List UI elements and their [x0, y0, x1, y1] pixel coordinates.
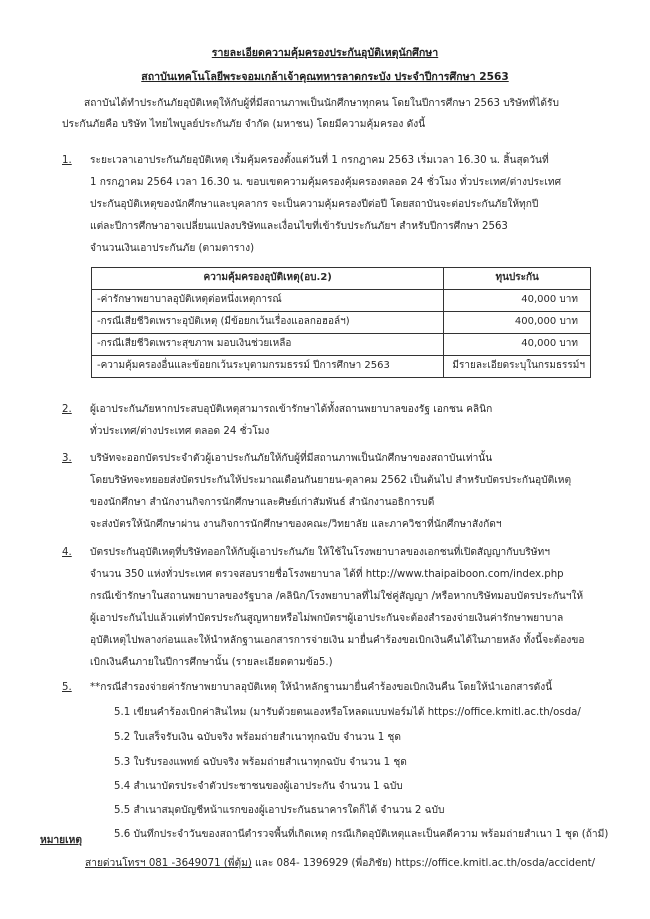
clause-number: 4.	[62, 547, 72, 558]
clause-text	[90, 403, 630, 447]
intro-line: ประกันภัยคือ บริษัท ไทยไพบูลย์ประกันภัย จำกัด (มหาชน) โดยมีความคุ้มครอง ดังนี้	[62, 118, 426, 130]
amount-cell: 40,000 บาท	[444, 290, 591, 312]
table-header-row	[92, 268, 591, 290]
clause-line: โดยบริษัทจะทยอยส่งบัตรประกันให้ประมาณเดือนกันยายน-ตุลาคม 2562 เป็นต้นไป สำหรับบัตรประกันอุบัติเหตุ	[90, 475, 572, 486]
table-row	[92, 312, 591, 334]
clause-line: ผู้เอาประกันไปแล้วแต่ทำบัตรประกันสูญหายหรือไม่พกบัตรฯผู้เอาประกันจะต้องสำรองจ่ายเงินค่ารักษาพยาบาล	[90, 613, 564, 624]
requirement-item: 5.2 ใบเสร็จรับเงิน ฉบับจริง พร้อมถ่ายสำเนาทุกฉบับ จำนวน 1 ชุด	[114, 732, 401, 743]
intro-line: สถาบันได้ทำประกันภัยอุบัติเหตุให้กับผู้ที่มีสถานภาพเป็นนักศึกษาทุกคน โดยในปีการศึกษา 2563 บริษัทที่ได้รับ	[84, 98, 559, 109]
requirement-item: 5.1 เขียนคำร้องเบิกค่าสินไหม (มารับด้วยตนเองหรือโหลดแบบฟอร์มได้ https://office.kmitl.ac.th/osda/	[114, 707, 581, 718]
clause-line: บริษัทจะออกบัตรประจำตัวผู้เอาประกันภัยให้กับผู้ที่มีสถานภาพเป็นนักศึกษาของสถาบันเท่านั้น	[90, 453, 493, 464]
clause-line: จะส่งบัตรให้นักศึกษาผ่าน งานกิจการนักศึกษาของคณะ/วิทยาลัย และภาควิชาที่นักศึกษาสังกัดฯ	[90, 519, 502, 530]
requirement-item: 5.5 สำเนาสมุดบัญชีหน้าแรกของผู้เอาประกันธนาคารใดก็ได้ จำนวน 2 ฉบับ	[114, 805, 445, 816]
intro-paragraph	[62, 97, 622, 133]
coverage-table	[91, 267, 591, 378]
table-header-amount: ทุนประกัน	[444, 268, 591, 290]
coverage-cell: -ความคุ้มครองอื่นและข้อยกเว้นระบุตามกรมธรรม์ ปีการศึกษา 2563	[92, 356, 444, 378]
coverage-cell: -ค่ารักษาพยาบาลอุบัติเหตุต่อหนึ่งเหตุการณ์	[92, 290, 444, 312]
clause-line: **กรณีสำรองจ่ายค่ารักษาพยาบาลอุบัติเหตุ ให้นำหลักฐานมายื่นคำร้องขอเบิกเงินคืน โดยให้นำเอกสารดังนี้	[90, 682, 553, 693]
clause-line: ระยะเวลาเอาประกันภัยอุบัติเหตุ เริ่มคุ้มครองตั้งแต่วันที่ 1 กรกฎาคม 2563 เริ่มเวลา 16.30 น. สิ้นสุดวันที่	[90, 155, 549, 166]
clause-text	[90, 154, 630, 264]
clause-line: อุบัติเหตุไปพลางก่อนและให้นำหลักฐานเอกสารการจ่ายเงิน มายื่นคำร้องขอเบิกเงินคืนได้ในภายหลัง ทั้งนี้จะต้องขอ	[90, 635, 585, 646]
clause-text	[90, 452, 630, 540]
hotline-contacts: และ 084- 1396929 (พี่อภิชัย) https://office.kmitl.ac.th/osda/accident/	[251, 858, 596, 869]
document-subtitle: สถาบันเทคโนโลยีพระจอมเกล้าเจ้าคุณทหารลาดกระบัง ประจำปีการศึกษา 2563	[141, 71, 509, 83]
clause-line: บัตรประกันอุบัติเหตุที่บริษัทออกให้กับผู้เอาประกันภัย ให้ใช้ในโรงพยาบาลของเอกชนที่เปิดสัญญากับบริษัทฯ	[90, 547, 550, 558]
clause-number: 2.	[62, 404, 72, 415]
document-title: รายละเอียดความคุ้มครองประกันอุบัติเหตุนักศึกษา	[211, 47, 439, 59]
clause-line: จำนวน 350 แห่งทั่วประเทศ ตรวจสอบรายชื่อโรงพยาบาล ได้ที่ http://www.thaipaiboon.com/index.php	[90, 569, 564, 580]
requirement-item: 5.6 บันทึกประจำวันของสถานีตำรวจพื้นที่เกิดเหตุ กรณีเกิดอุบัติเหตุและเป็นคดีความ พร้อมถ่ายสำเนา 1 ชุด (ถ้ามี)	[114, 829, 609, 840]
clause-line: ประกันอุบัติเหตุของนักศึกษาและบุคลากร จะเป็นความคุ้มครองปีต่อปี โดยสถาบันจะต่อประกันภัยให้ทุกปี	[90, 199, 539, 210]
coverage-cell: -กรณีเสียชีวิตเพราะอุบัติเหตุ (มีข้อยกเว้นเรื่องแอลกอฮอล์ฯ)	[92, 312, 444, 334]
clause-line: ผู้เอาประกันภัยหากประสบอุบัติเหตุสามารถเข้ารักษาได้ทั้งสถานพยาบาลของรัฐ เอกชน คลินิก	[90, 404, 493, 415]
clause-line: แต่ละปีการศึกษาอาจเปลี่ยนแปลงบริษัทและเงื่อนไขที่เข้ารับประกันภัยฯ สำหรับปีการศึกษา 2563	[90, 221, 508, 232]
hotline-label: สายด่วนโทรฯ 081 -3649071 (พี่ตุ้ม)	[85, 858, 252, 869]
clause-text	[90, 546, 630, 678]
clause-line: ของนักศึกษา สำนักงานกิจการนักศึกษาและศิษย์เก่าสัมพันธ์ สำนักงานอธิการบดี	[90, 497, 435, 508]
clause-line: กรณีเข้ารักษาในสถานพยาบาลของรัฐบาล /คลินิก/โรงพยาบาลที่ไม่ใช่คู่สัญญา /หรือหากบริษัทมอบบัตรประกันฯให้	[90, 591, 584, 602]
note-hotline	[85, 857, 595, 872]
table-row	[92, 334, 591, 356]
coverage-cell: -กรณีเสียชีวิตเพราะสุขภาพ มอบเงินช่วยเหลือ	[92, 334, 444, 356]
table-row	[92, 290, 591, 312]
amount-cell: มีรายละเอียดระบุในกรมธรรม์ฯ	[444, 356, 591, 378]
requirement-item: 5.4 สำเนาบัตรประจำตัวประชาชนของผู้เอาประกัน จำนวน 1 ฉบับ	[114, 781, 403, 792]
clause-line: จำนวนเงินเอาประกันภัย (ตามตาราง)	[90, 243, 255, 254]
amount-cell: 400,000 บาท	[444, 312, 591, 334]
table-row	[92, 356, 591, 378]
table-header-coverage: ความคุ้มครองอุบัติเหตุ(อบ.2)	[92, 268, 444, 290]
clause-line: เบิกเงินคืนภายในปีการศึกษานั้น (รายละเอียดตามข้อ5.)	[90, 657, 333, 668]
note-heading: หมายเหตุ	[40, 835, 82, 846]
clause-line: ทั่วประเทศ/ต่างประเทศ ตลอด 24 ชั่วโมง	[90, 426, 270, 437]
requirement-item: 5.3 ใบรับรองแพทย์ ฉบับจริง พร้อมถ่ายสำเนาทุกฉบับ จำนวน 1 ชุด	[114, 757, 407, 768]
clause-line: 1 กรกฎาคม 2564 เวลา 16.30 น. ขอบเขตความคุ้มครองคุ้มครองตลอด 24 ชั่วโมง ทั่วประเทศ/ต่างประเทศ	[90, 177, 562, 188]
amount-cell: 40,000 บาท	[444, 334, 591, 356]
clause-number: 3.	[62, 453, 72, 464]
clause-text	[90, 681, 630, 696]
clause-number: 1.	[62, 155, 72, 166]
clause-number: 5.	[62, 682, 72, 693]
